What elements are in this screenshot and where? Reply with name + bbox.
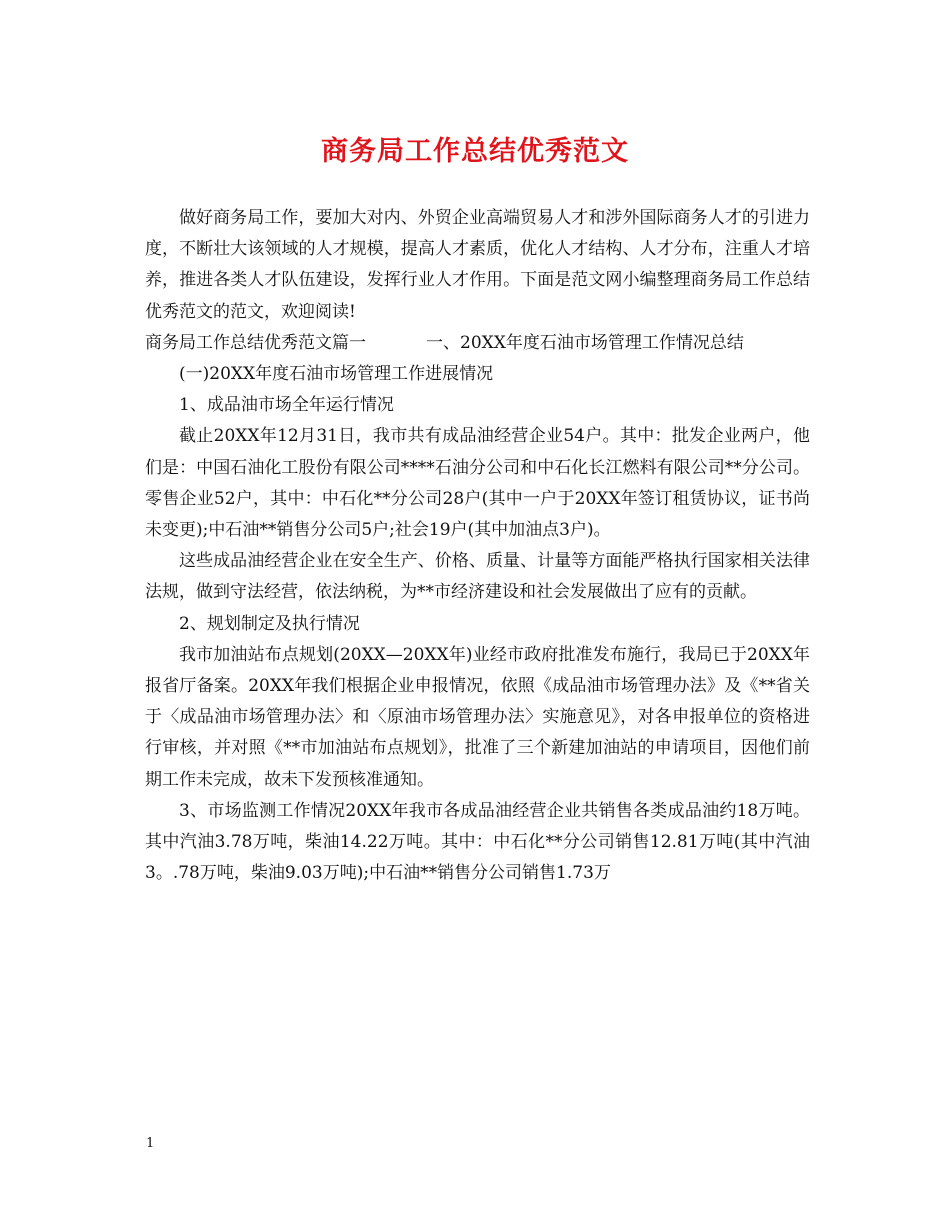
sub-heading: (一)20XX年度石油市场管理工作进展情况 [179,364,494,385]
page-number: 1 [146,1136,155,1151]
document-title: 商务局工作总结优秀范文 [321,136,629,167]
item2-paragraph-1: 我市加油站布点规划(20XX—20XX年)业经市政府批准发布施行，我局已于20XX年报省厅备案。20XX年我们根据企业申报情况，依照《成品油市场管理办法》及《**省关于〈成品油市场管理办法〉和〈原油市场管理办法〉实施意见》，对各申报单位的资格进行审核，并对照《**市加油站布点规划》，批准了三个新建加油站的申请项目，因他们前期工作未完成，故未下发预核准通知。 [145,644,810,790]
item1-paragraph-1: 截止20XX年12月31日，我市共有成品油经营企业54户。其中：批发企业两户，他们是：中国石油化工股份有限公司****石油分公司和中石化长江燃料有限公司**分公司。零售企业52户，其中：中石化**分公司28户(其中一户于20XX年签订租赁协议，证书尚未变更);中石油**销售分公司5户;社会19户(其中加油点3户)。 [145,426,810,541]
item3-paragraph: 3、市场监测工作情况20XX年我市各成品油经营企业共销售各类成品油约18万吨。其中汽油3.78万吨，柴油14.22万吨。其中：中石化**分公司销售12.81万吨(其中汽油3。.78万吨，柴油9.03万吨);中石油**销售分公司销售1.73万 [145,800,810,884]
chapter-heading: 一、20XX年度石油市场管理工作情况总结 [426,332,744,353]
item1-paragraph-2: 这些成品油经营企业在安全生产、价格、质量、计量等方面能严格执行国家相关法律法规，做到守法经营，依法纳税，为**市经济建设和社会发展做出了应有的贡献。 [145,551,810,603]
chapter-line [145,328,810,359]
intro-paragraph: 做好商务局工作，要加大对内、外贸企业高端贸易人才和涉外国际商务人才的引进力度，不断壮大该领域的人才规模，提高人才素质，优化人才结构、人才分布，注重人才培养，推进各类人才队伍建设，发挥行业人才作用。下面是范文网小编整理商务局工作总结优秀范文的范文，欢迎阅读! [145,208,810,322]
item1-heading: 1、成品油市场全年运行情况 [179,395,394,416]
document-body [145,203,810,889]
chapter-label: 商务局工作总结优秀范文篇一 [145,332,366,353]
item2-heading: 2、规划制定及执行情况 [179,613,360,634]
